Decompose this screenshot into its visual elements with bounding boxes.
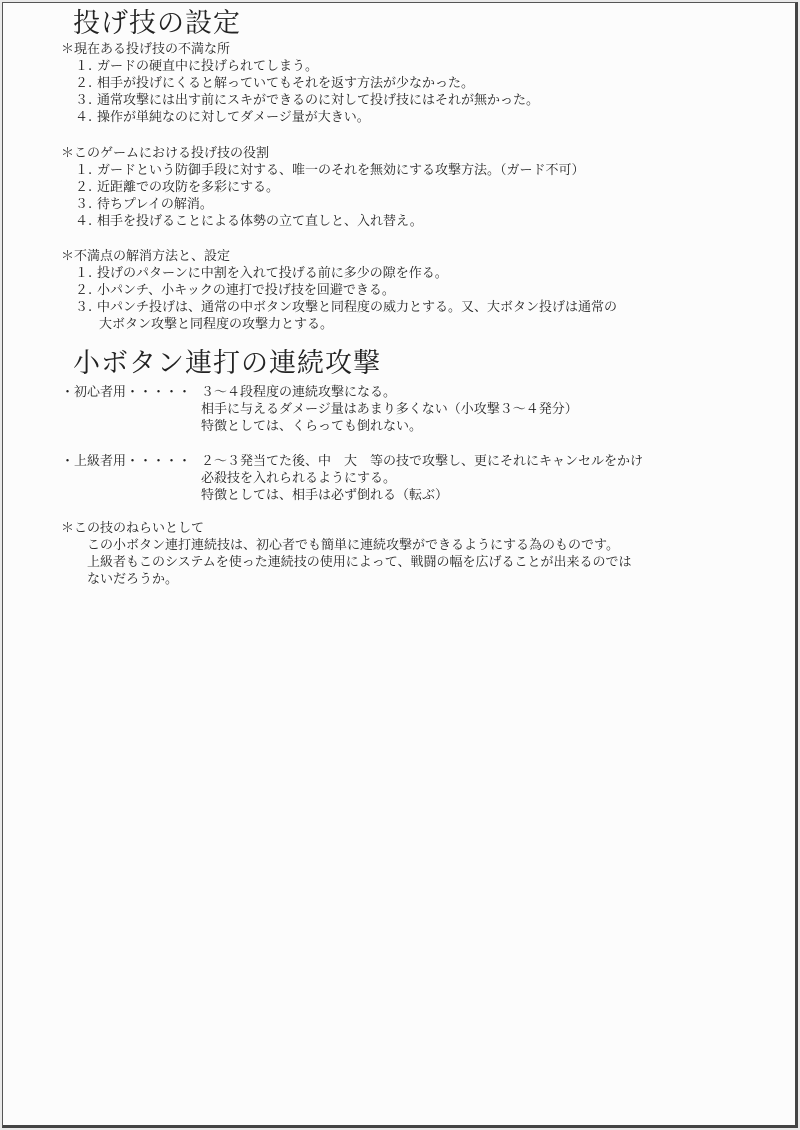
item-number: ２. — [75, 180, 93, 195]
list-item — [75, 179, 279, 196]
item-text: 待ちプレイの解消。 — [97, 197, 213, 212]
item-number: １. — [75, 59, 93, 74]
group-heading-role: ＊このゲームにおける投げ技の役割 — [61, 146, 270, 161]
item-number: ３. — [75, 300, 93, 315]
list-item — [75, 162, 585, 179]
advanced-row — [61, 453, 643, 470]
advanced-label: ・上級者用・・・・・ — [61, 454, 192, 469]
aim-heading: ＊この技のねらいとして — [61, 521, 205, 536]
item-text: 相手が投げにくると解っていてもそれを返す方法が少なかった。 — [97, 76, 475, 91]
aim-line: 上級者もこのシステムを使った連続技の使用によって、戦闘の幅を広げることが出来るのでは — [87, 555, 632, 570]
list-item — [75, 213, 423, 230]
item-text: 小パンチ、小キックの連打で投げ技を回避できる。 — [97, 283, 395, 298]
group-heading-complaints: ＊現在ある投げ技の不満な所 — [61, 42, 231, 57]
item-number: ３. — [75, 197, 93, 212]
beginner-line: 特徴としては、くらっても倒れない。 — [201, 419, 423, 434]
advanced-line: ２～３発当てた後、中 大 等の技で攻撃し、更にそれにキャンセルをかけ — [201, 454, 644, 469]
beginner-line: 相手に与えるダメージ量はあまり多くない（小攻撃３～４発分） — [201, 402, 578, 417]
item-number: ３. — [75, 93, 93, 108]
aim-line: この小ボタン連打連続技は、初心者でも簡単に連続攻撃ができるようにする為のものです。 — [87, 538, 619, 553]
list-item — [75, 58, 318, 75]
item-text: 近距離での攻防を多彩にする。 — [97, 180, 280, 195]
aim-line: ないだろうか。 — [87, 572, 179, 587]
list-item — [75, 265, 448, 282]
item-number: １. — [75, 266, 93, 281]
beginner-label: ・初心者用・・・・・ — [61, 385, 192, 400]
item-number: ４. — [75, 110, 93, 125]
list-item — [75, 299, 617, 316]
item-text: 通常攻撃には出す前にスキができるのに対して投げ技にはそれが無かった。 — [97, 93, 540, 108]
item-text: ガードという防御手段に対する、唯一のそれを無効にする攻撃方法。（ガード不可） — [97, 163, 585, 178]
group-heading-solutions: ＊不満点の解消方法と、設定 — [61, 249, 231, 264]
beginner-row — [61, 384, 396, 401]
section-title-throws: 投げ技の設定 — [73, 8, 241, 39]
section-title-combo: 小ボタン連打の連続攻撃 — [73, 348, 381, 379]
item-text: 相手を投げることによる体勢の立て直しと、入れ替え。 — [97, 214, 423, 229]
list-item — [75, 92, 539, 109]
document-page — [2, 2, 798, 1128]
list-item — [75, 282, 395, 299]
item-text: 投げのパターンに中割を入れて投げる前に多少の隙を作る。 — [97, 266, 448, 281]
item-text: ガードの硬直中に投げられてしまう。 — [97, 59, 319, 74]
item-number: ４. — [75, 214, 93, 229]
item-text: 操作が単純なのに対してダメージ量が大きい。 — [97, 110, 370, 125]
item-number: １. — [75, 163, 93, 178]
list-item — [75, 109, 370, 126]
advanced-line: 必殺技を入れられるようにする。 — [201, 471, 397, 486]
list-item — [75, 75, 474, 92]
item-text: 中パンチ投げは、通常の中ボタン攻撃と同程度の威力とする。又、大ボタン投げは通常の — [97, 300, 618, 315]
item-number: ２. — [75, 283, 93, 298]
advanced-line: 特徴としては、相手は必ず倒れる（転ぶ） — [201, 488, 449, 503]
item-number: ２. — [75, 76, 93, 91]
beginner-line: ３～４段程度の連続攻撃になる。 — [201, 385, 397, 400]
list-item-continuation: 大ボタン攻撃と同程度の攻撃力とする。 — [99, 317, 334, 332]
list-item — [75, 196, 213, 213]
